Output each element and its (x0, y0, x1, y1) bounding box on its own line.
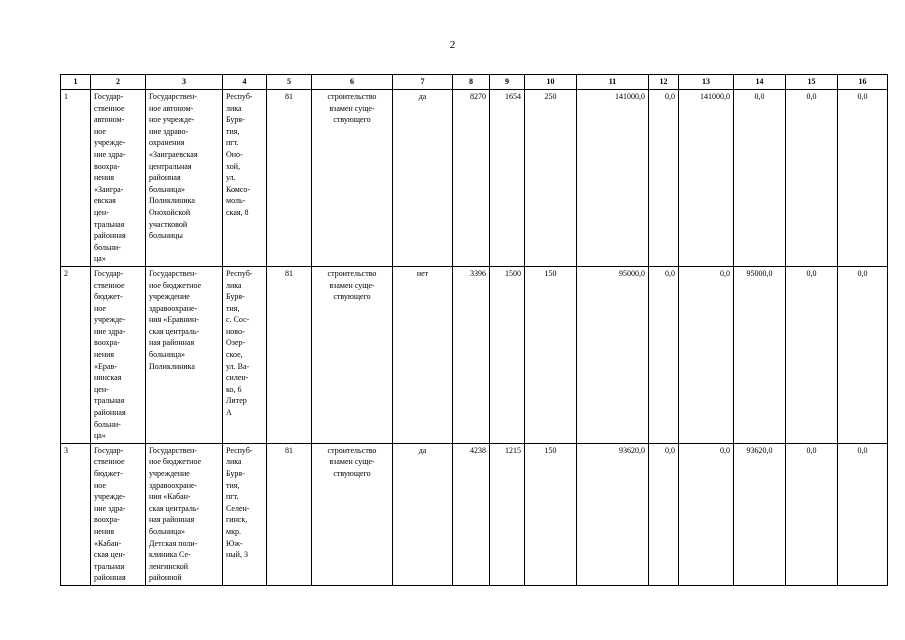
column-header: 10 (525, 75, 577, 90)
table-row (61, 266, 888, 443)
value-cell: 0,0 (838, 443, 888, 585)
row-number: 2 (61, 266, 91, 443)
value-cell: 0,0 (786, 90, 838, 267)
value-cell: 81 (267, 90, 312, 267)
row-number: 3 (61, 443, 91, 585)
value-cell: нет (393, 266, 453, 443)
column-header: 11 (577, 75, 649, 90)
value-cell: 150 (525, 443, 577, 585)
column-header: 14 (734, 75, 786, 90)
column-header: 7 (393, 75, 453, 90)
object-cell: Государствен- ное автоном- ное учрежде- ние здраво- охранения «Заиграевская центральная районная больница» Поликлиника Онохойской участковой больницы (146, 90, 223, 267)
object-cell: Государствен- ное бюджетное учреждение здравоохране- ния «Еравнин- ская централь- ная районная больница» Поликлиника (146, 266, 223, 443)
object-cell: Государствен- ное бюджетное учреждение здравоохране- ния «Кабан- ская централь- ная районная больница» Детская поли- клиника Се- ленгинской районной (146, 443, 223, 585)
value-cell: 0,0 (649, 90, 679, 267)
value-cell: да (393, 90, 453, 267)
column-header: 15 (786, 75, 838, 90)
value-cell: 0,0 (786, 443, 838, 585)
value-cell: 1215 (490, 443, 525, 585)
value-cell: 0,0 (679, 443, 734, 585)
work-type-cell: строительство взамен суще- ствующего (312, 266, 393, 443)
value-cell: 95000,0 (577, 266, 649, 443)
value-cell: 0,0 (649, 266, 679, 443)
value-cell: 1654 (490, 90, 525, 267)
column-header: 6 (312, 75, 393, 90)
value-cell: 150 (525, 266, 577, 443)
column-header: 16 (838, 75, 888, 90)
value-cell: 0,0 (838, 266, 888, 443)
value-cell: 93620,0 (577, 443, 649, 585)
value-cell: 93620,0 (734, 443, 786, 585)
organization-cell: Государ- ственное бюджет- ное учрежде- ние здра- воохра- нения «Кабан- ская цен- тральная районная (91, 443, 146, 585)
value-cell: 8270 (453, 90, 490, 267)
value-cell: 0,0 (679, 266, 734, 443)
column-header: 1 (61, 75, 91, 90)
row-number: 1 (61, 90, 91, 267)
value-cell: 0,0 (786, 266, 838, 443)
value-cell: 4238 (453, 443, 490, 585)
column-header: 8 (453, 75, 490, 90)
investment-objects-table (60, 74, 888, 586)
value-cell: 3396 (453, 266, 490, 443)
value-cell: 0,0 (734, 90, 786, 267)
work-type-cell: строительство взамен суще- ствующего (312, 443, 393, 585)
page-number: 2 (449, 39, 456, 51)
value-cell: да (393, 443, 453, 585)
value-cell: 81 (267, 266, 312, 443)
table-row (61, 90, 888, 267)
value-cell: 141000,0 (679, 90, 734, 267)
value-cell: 250 (525, 90, 577, 267)
work-type-cell: строительство взамен суще- ствующего (312, 90, 393, 267)
table-row (61, 443, 888, 585)
column-header: 12 (649, 75, 679, 90)
column-header: 13 (679, 75, 734, 90)
value-cell: 95000,0 (734, 266, 786, 443)
organization-cell: Государ- ственное бюджет- ное учрежде- ние здра- воохра- нения «Ерав- нинская цен- тральная районная больни- ца» (91, 266, 146, 443)
value-cell: 81 (267, 443, 312, 585)
organization-cell: Государ- ственное автоном- ное учрежде- ние здра- воохра- нения «Заигра- евская цен- тральная районная больни- ца» (91, 90, 146, 267)
column-header: 5 (267, 75, 312, 90)
address-cell: Респуб- лика Буря- тия, с. Сос- ново- Озер- ское, ул. Ва- силен- ко, 6 Литер А (223, 266, 267, 443)
address-cell: Респуб- лика Буря- тия, пгт. Оно- хой, ул. Комсо- моль- ская, 8 (223, 90, 267, 267)
column-header: 2 (91, 75, 146, 90)
column-header: 9 (490, 75, 525, 90)
value-cell: 1500 (490, 266, 525, 443)
column-header: 3 (146, 75, 223, 90)
column-header: 4 (223, 75, 267, 90)
value-cell: 0,0 (649, 443, 679, 585)
value-cell: 141000,0 (577, 90, 649, 267)
header-row (61, 75, 888, 90)
value-cell: 0,0 (838, 90, 888, 267)
address-cell: Респуб- лика Буря- тия, пгт. Селен- гинск, мкр. Юж- ный, 3 (223, 443, 267, 585)
